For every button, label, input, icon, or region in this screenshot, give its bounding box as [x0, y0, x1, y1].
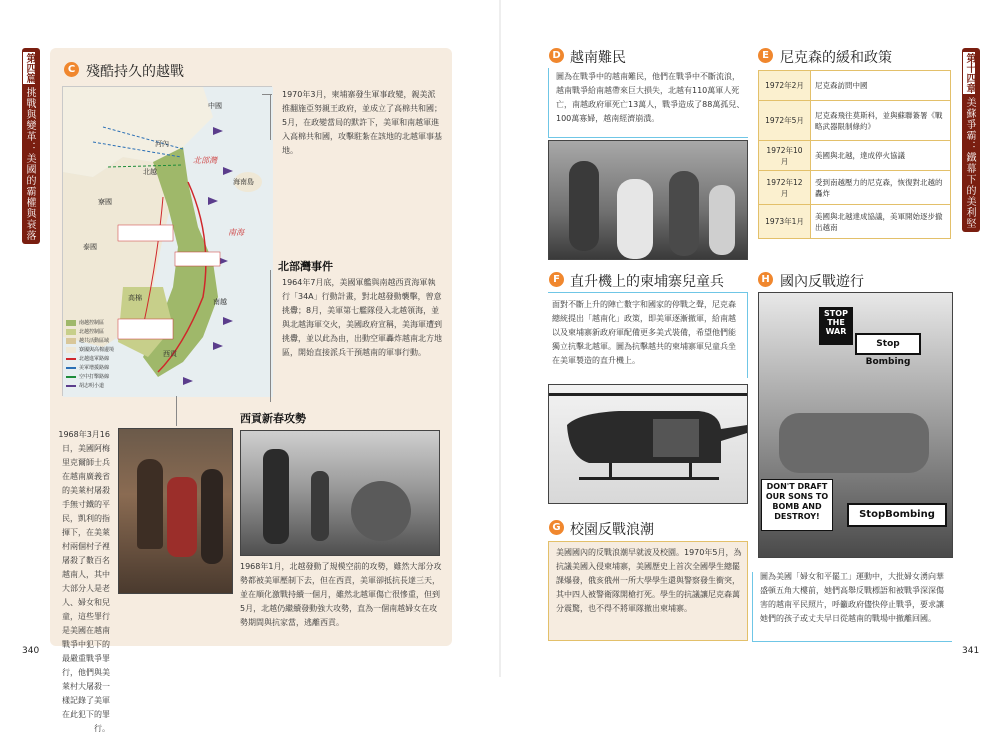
map-label-south-vietnam: 南越 — [213, 298, 227, 306]
right-tab-chapter: 第十四章 — [964, 53, 975, 93]
left-tab-title: 挑戰與變革：美國的霸權與衰落 — [24, 87, 35, 241]
section-e-badge: E — [758, 48, 773, 63]
my-lai-photo — [118, 428, 233, 594]
page-number-right: 341 — [962, 646, 980, 656]
page-number-left: 340 — [22, 646, 40, 656]
map-label-thailand: 泰國 — [83, 243, 97, 251]
anti-war-march-photo — [758, 292, 953, 558]
map-label-hanoi: 河內 — [155, 140, 169, 148]
gutter — [499, 0, 501, 677]
map-label-china: 中國 — [208, 102, 222, 110]
section-h-title: 國內反戰遊行 — [780, 274, 864, 290]
left-tab-part: 第四篇 — [24, 53, 35, 83]
timeline-row: 1972年10月 美國與北越，達成停火協議 — [759, 141, 951, 171]
map-label-south-sea: 南海 — [228, 228, 244, 237]
section-d-title: 越南難民 — [570, 50, 626, 66]
section-g-badge: G — [549, 520, 564, 535]
map-label-saigon: 西貢 — [163, 350, 177, 358]
legend-item: 胡志明小道 — [66, 381, 138, 390]
helicopter-graphic — [549, 385, 748, 504]
map-label-laos: 寮國 — [98, 198, 112, 206]
callout-line — [270, 270, 271, 402]
helicopter-photo — [548, 384, 748, 504]
section-c-title: 殘酷持久的越戰 — [86, 64, 184, 80]
tonkin-heading: 北部灣事件 — [278, 260, 333, 273]
tet-offensive-text: 1968年1月，北越發動了規模空前的攻勢，雖然大部分攻勢都被美軍壓制下去，但在西貢，美軍卻抵抗長達三天，並在順化激戰持續一個月，雖然北越軍傷亡很慘重，但到5月，北越仍繼續發動強大攻勢，直為一個南越婦女在攻勢期間與抗家當，逃離西貢。 — [240, 562, 442, 627]
map-legend — [66, 318, 138, 390]
anti-war-march-text: 圖為美國「婦女和平罷工」運動中，大批婦女湧向華盛頓五角大樓前，她們高舉反戰標語和被戰爭深深傷害的越南平民照片，呼籲政府儘快停止戰爭，要求讓她們的孩子或丈夫早日從越南的戰場中撤離回國。 — [760, 572, 944, 623]
protest-sign: Stop Bombing — [855, 333, 921, 355]
timeline-row: 1972年5月 尼克森飛往莫斯科，並與蘇聯簽署《戰略武器限制條約》 — [759, 101, 951, 141]
left-chapter-tab — [22, 48, 40, 244]
section-f-badge: F — [549, 272, 564, 287]
section-g-title: 校園反戰浪潮 — [570, 522, 654, 538]
my-lai-text: 1968年3月16日，美國阿梅里克爾師士兵在越南廣義省的美萊村屠殺手無寸鐵的平民，凱利的指揮下，在美萊村兩個村子裡屠殺了數百名越南人，其中大部分人是老人、婦女和兒童，這些罪行是美國在越南戰爭中犯下的最嚴重戰爭罪行，他們與美萊村大屠殺一樣記錄了美軍在此犯下的罪行。 — [58, 430, 110, 733]
map-label-north-vietnam: 北越 — [143, 168, 157, 176]
tonkin-text: 1964年7月底，美國軍艦與南越西貢海軍執行「34A」行動計畫，對北越發動襲擊，曾意挑釁；8月，美軍第七艦隊侵入北越領海，並與北越海軍交火，美國政府宣稱，美海軍遭到挑釁，並以此為由，出動空軍轟炸越南北方地區，開始直接派兵干預越南的軍事行動。 — [282, 278, 442, 357]
legend-item: 美軍增援路線 — [66, 363, 138, 372]
legend-item: 寮國與高棉邊境 — [66, 345, 138, 354]
callout-line — [270, 94, 271, 140]
right-chapter-tab — [962, 48, 980, 232]
protest-sign: STOP THE WAR — [819, 307, 853, 345]
timeline-row: 1972年12月 受到南越壓力的尼克森，恢復對北越的轟炸 — [759, 171, 951, 205]
nixon-timeline-table — [758, 70, 951, 239]
section-h-badge: H — [758, 272, 773, 287]
timeline-row: 1973年1月 美國與北越達成協議，美軍開始逐步撤出越南 — [759, 205, 951, 239]
cambodia-coup-text: 1970年3月，柬埔寨發生軍事政變，親美派推翻施亞努親王政府，並成立了高棉共和國；5月，在政變當局的默許下，美軍和南越軍進入高棉共和國，攻擊駐紮在該地的北越軍事基地。 — [282, 90, 442, 155]
callout-line — [262, 94, 272, 95]
timeline-row: 1972年2月 尼克森訪問中國 — [759, 71, 951, 101]
refugees-text: 圖為在戰爭中的越南難民，他們在戰爭中不斷流浪，越南戰爭給南越帶來巨大損失，北越有110萬軍人死亡，南越政府軍死亡13萬人，戰爭造成了88萬孤兒、100萬寡婦，越南經濟崩潰。 — [556, 72, 745, 123]
right-tab-title: 美蘇爭霸：鐵幕下的美利堅 — [964, 97, 975, 229]
child-soldiers-text: 面對不斷上升的陣亡數字和國家的停戰之聲，尼克森總統提出「越南化」政策，即美軍逐漸撤軍，給南越以及柬埔寨新政府軍配備更多美式裝備，希望他們能獨立抗擊北越軍。圖為抗擊越共的柬埔寨軍兒童兵坐在美軍製造的直升機上。 — [552, 300, 736, 365]
map-label-gulf-tonkin: 北部灣 — [193, 156, 217, 165]
map-label-hainan: 海南島 — [233, 178, 254, 186]
legend-item: 南越控制區 — [66, 318, 138, 327]
section-d-badge: D — [549, 48, 564, 63]
protest-sign: StopBombing — [847, 503, 947, 527]
legend-item: 北越控制區 — [66, 327, 138, 336]
map-label-cambodia: 高棉 — [128, 294, 142, 302]
legend-item: 越共活動區域 — [66, 336, 138, 345]
refugees-photo — [548, 140, 748, 260]
protest-sign: DON'T DRAFT OUR SONS TO BOMB AND DESTROY! — [761, 479, 833, 531]
legend-item: 空中打擊路線 — [66, 372, 138, 381]
tet-offensive-photo — [240, 430, 440, 556]
tet-offensive-heading: 西貢新春攻勢 — [240, 412, 306, 425]
section-f-title: 直升機上的柬埔寨兒童兵 — [570, 274, 724, 290]
campus-protest-text: 美國國內的反戰浪潮早就波及校園。1970年5月，為抗議美國入侵柬埔寨，美國歷史上首次全國學生總罷課爆發，俄亥俄州一所大學學生還與警察發生衝突，其中四人被警衛隊開槍打死。學生的抗議讓尼克森萬分震驚，也不得不將軍隊撤出柬埔寨。 — [556, 548, 742, 613]
legend-item: 北越進軍路線 — [66, 354, 138, 363]
section-e-title: 尼克森的緩和政策 — [780, 50, 892, 66]
section-c-badge: C — [64, 62, 79, 77]
callout-line — [176, 396, 177, 426]
